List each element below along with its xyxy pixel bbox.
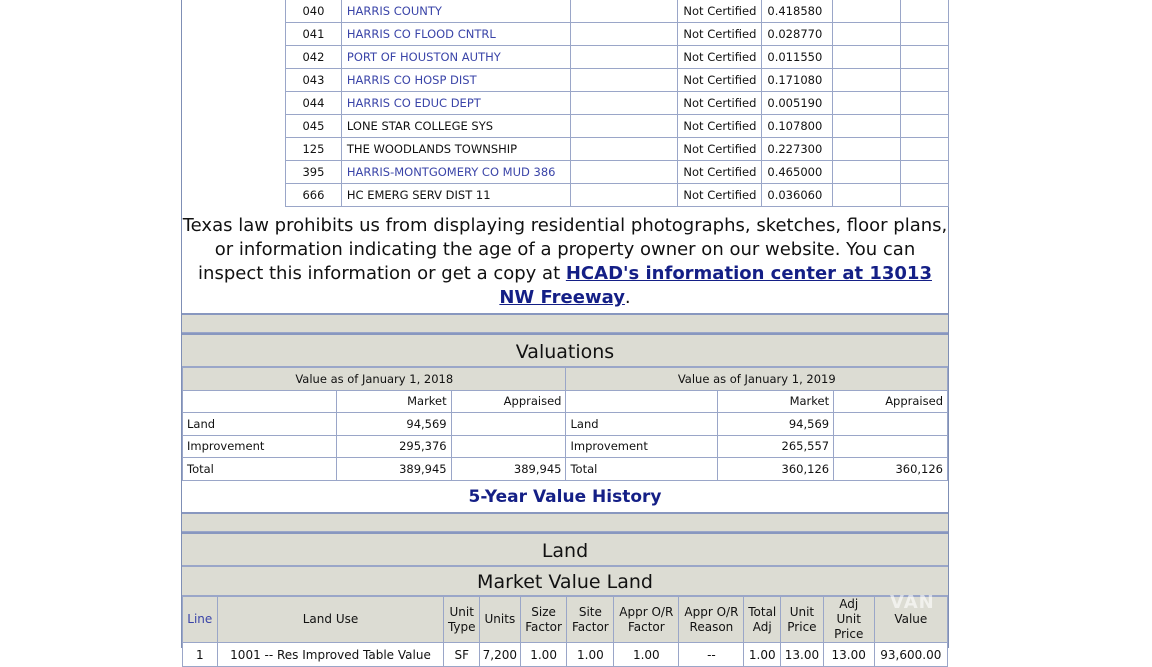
valuation-label-2018: Total <box>183 458 337 481</box>
col-appr-factor: Appr O/R Factor <box>614 597 679 643</box>
land-line: 1 <box>183 643 218 667</box>
blank-cell <box>901 184 949 207</box>
valuation-row <box>183 458 948 481</box>
col-units: Units <box>480 597 521 643</box>
watermark-logo: VAN <box>890 592 935 613</box>
land-adj-unit-price: 13.00 <box>823 643 874 667</box>
jurisdiction-row <box>286 69 949 92</box>
jurisdiction-name-cell[interactable] <box>341 161 570 184</box>
jurisdiction-row <box>286 46 949 69</box>
appraised-2019-header: Appraised <box>834 390 948 413</box>
info-center-link[interactable]: HCAD's information center at 13013 NW Freeway <box>499 263 932 308</box>
blank-cell <box>901 0 949 23</box>
notice-end: . <box>624 287 631 308</box>
market-2018: 295,376 <box>336 435 451 458</box>
land-value: 93,600.00 <box>874 643 947 667</box>
blank-cell <box>833 0 901 23</box>
tax-rate: 0.011550 <box>762 46 833 69</box>
jurisdiction-name-cell[interactable] <box>341 46 570 69</box>
blank-cell <box>901 69 949 92</box>
blank-cell <box>570 92 678 115</box>
valuation-label-2019: Improvement <box>566 435 718 458</box>
blank-cell <box>570 69 678 92</box>
section-spacer <box>182 512 948 532</box>
jurisdiction-row <box>286 161 949 184</box>
jurisdiction-code: 666 <box>286 184 342 207</box>
market-value-land-title: Market Value Land <box>182 566 948 596</box>
land-unit-price: 13.00 <box>781 643 824 667</box>
market-2019: 360,126 <box>718 458 834 481</box>
jurisdiction-link[interactable]: HARRIS CO FLOOD CNTRL <box>346 27 496 41</box>
certification-status: Not Certified <box>678 184 762 207</box>
certification-status: Not Certified <box>678 92 762 115</box>
blank-cell <box>901 161 949 184</box>
blank-cell <box>901 115 949 138</box>
appraised-2018: 389,945 <box>451 458 566 481</box>
land-title: Land <box>182 532 948 566</box>
jurisdiction-name: THE WOODLANDS TOWNSHIP <box>346 142 518 156</box>
jurisdiction-link[interactable]: HARRIS CO HOSP DIST <box>346 73 477 87</box>
land-site-factor: 1.00 <box>567 643 614 667</box>
appraised-2018-header: Appraised <box>451 390 566 413</box>
land-row <box>183 643 948 667</box>
col-adj-unit-price: Adj Unit Price <box>823 597 874 643</box>
jurisdiction-row <box>286 184 949 207</box>
blank-cell <box>570 138 678 161</box>
market-2018-header: Market <box>336 390 451 413</box>
jurisdiction-code: 040 <box>286 0 342 23</box>
jurisdiction-link[interactable]: HARRIS COUNTY <box>346 4 442 18</box>
blank-cell <box>833 69 901 92</box>
col-appr-reason: Appr O/R Reason <box>679 597 744 643</box>
col-total-adj: Total Adj <box>744 597 781 643</box>
blank-cell <box>570 161 678 184</box>
blank-cell <box>901 46 949 69</box>
blank-cell <box>833 115 901 138</box>
property-detail-page <box>181 0 949 662</box>
land-unit-type: SF <box>444 643 480 667</box>
blank-cell <box>570 46 678 69</box>
valuation-label-2018: Improvement <box>183 435 337 458</box>
col-unit-price: Unit Price <box>781 597 824 643</box>
tax-rate: 0.418580 <box>762 0 833 23</box>
certification-status: Not Certified <box>678 115 762 138</box>
blank-cell <box>833 138 901 161</box>
blank-cell <box>901 138 949 161</box>
jurisdiction-code: 125 <box>286 138 342 161</box>
valuation-label-2018: Land <box>183 413 337 436</box>
blank-cell <box>570 0 678 23</box>
jurisdiction-link[interactable]: HARRIS CO EDUC DEPT <box>346 96 481 110</box>
blank-cell <box>901 92 949 115</box>
appraised-2019 <box>834 413 948 436</box>
certification-status: Not Certified <box>678 69 762 92</box>
jurisdiction-name: HC EMERG SERV DIST 11 <box>346 188 491 202</box>
col-unit-type: Unit Type <box>444 597 480 643</box>
jurisdiction-name-cell <box>341 184 570 207</box>
land-use: 1001 -- Res Improved Table Value <box>217 643 444 667</box>
blank-cell <box>570 23 678 46</box>
jurisdiction-name-cell <box>341 138 570 161</box>
market-2019: 265,557 <box>718 435 834 458</box>
line-sort-link[interactable]: Line <box>187 612 213 626</box>
market-2019-header: Market <box>718 390 834 413</box>
market-2019: 94,569 <box>718 413 834 436</box>
col-size-factor: Size Factor <box>520 597 567 643</box>
blank-cell <box>566 390 718 413</box>
col-site-factor: Site Factor <box>567 597 614 643</box>
jurisdiction-name-cell <box>341 115 570 138</box>
jurisdiction-link[interactable]: PORT OF HOUSTON AUTHY <box>346 50 501 64</box>
residential-notice <box>182 212 948 312</box>
jurisdiction-row <box>286 23 949 46</box>
valuation-label-2019: Total <box>566 458 718 481</box>
jurisdiction-code: 041 <box>286 23 342 46</box>
jurisdiction-name-cell[interactable] <box>341 23 570 46</box>
land-units: 7,200 <box>480 643 521 667</box>
certification-status: Not Certified <box>678 138 762 161</box>
land-appr-reason: -- <box>679 643 744 667</box>
tax-rate: 0.465000 <box>762 161 833 184</box>
jurisdiction-code: 042 <box>286 46 342 69</box>
jurisdiction-code: 043 <box>286 69 342 92</box>
blank-cell <box>833 92 901 115</box>
tax-rate: 0.005190 <box>762 92 833 115</box>
tax-rate: 0.028770 <box>762 23 833 46</box>
tax-rate: 0.107800 <box>762 115 833 138</box>
valuation-label-2019: Land <box>566 413 718 436</box>
certification-status: Not Certified <box>678 46 762 69</box>
blank-cell <box>833 46 901 69</box>
blank-cell <box>183 390 337 413</box>
certification-status: Not Certified <box>678 161 762 184</box>
market-2018: 389,945 <box>336 458 451 481</box>
jurisdiction-row <box>286 115 949 138</box>
jurisdiction-name-cell[interactable] <box>341 0 570 23</box>
valuation-row <box>183 413 948 436</box>
blank-cell <box>570 115 678 138</box>
certification-status: Not Certified <box>678 23 762 46</box>
appraised-2019 <box>834 435 948 458</box>
tax-rate: 0.036060 <box>762 184 833 207</box>
valuations-title: Valuations <box>182 333 948 367</box>
col-land-use: Land Use <box>217 597 444 643</box>
section-spacer <box>182 313 948 333</box>
jurisdictions-table <box>285 0 949 207</box>
col-line[interactable] <box>183 597 218 643</box>
tax-rate: 0.227300 <box>762 138 833 161</box>
value-2018-header: Value as of January 1, 2018 <box>183 368 566 391</box>
jurisdiction-row <box>286 138 949 161</box>
blank-cell <box>833 23 901 46</box>
jurisdiction-name-cell[interactable] <box>341 69 570 92</box>
land-total-adj: 1.00 <box>744 643 781 667</box>
value-history-link-wrap <box>182 482 948 512</box>
tax-rate: 0.171080 <box>762 69 833 92</box>
valuation-row <box>183 435 948 458</box>
blank-cell <box>833 161 901 184</box>
value-2019-header: Value as of January 1, 2019 <box>566 368 948 391</box>
jurisdiction-code: 045 <box>286 115 342 138</box>
jurisdiction-name-cell[interactable] <box>341 92 570 115</box>
appraised-2018 <box>451 435 566 458</box>
land-table <box>182 596 948 667</box>
notice-text: Texas law prohibits us from displaying residential photographs, sketches, floor plans, or information indicating the age of a property owner on our website. You can inspect this information or get a copy at <box>182 215 948 284</box>
jurisdiction-row <box>286 0 949 23</box>
jurisdiction-code: 044 <box>286 92 342 115</box>
land-appr-factor: 1.00 <box>614 643 679 667</box>
jurisdiction-row <box>286 92 949 115</box>
jurisdiction-link[interactable]: HARRIS-MONTGOMERY CO MUD 386 <box>346 165 556 179</box>
certification-status: Not Certified <box>678 0 762 23</box>
blank-cell <box>901 23 949 46</box>
jurisdiction-code: 395 <box>286 161 342 184</box>
land-size-factor: 1.00 <box>520 643 567 667</box>
blank-cell <box>570 184 678 207</box>
market-2018: 94,569 <box>336 413 451 436</box>
five-year-history-link[interactable]: 5-Year Value History <box>468 487 662 507</box>
appraised-2018 <box>451 413 566 436</box>
blank-cell <box>833 184 901 207</box>
valuations-table <box>182 367 948 481</box>
col-value: Value <box>874 597 947 643</box>
jurisdiction-name: LONE STAR COLLEGE SYS <box>346 119 494 133</box>
appraised-2019: 360,126 <box>834 458 948 481</box>
